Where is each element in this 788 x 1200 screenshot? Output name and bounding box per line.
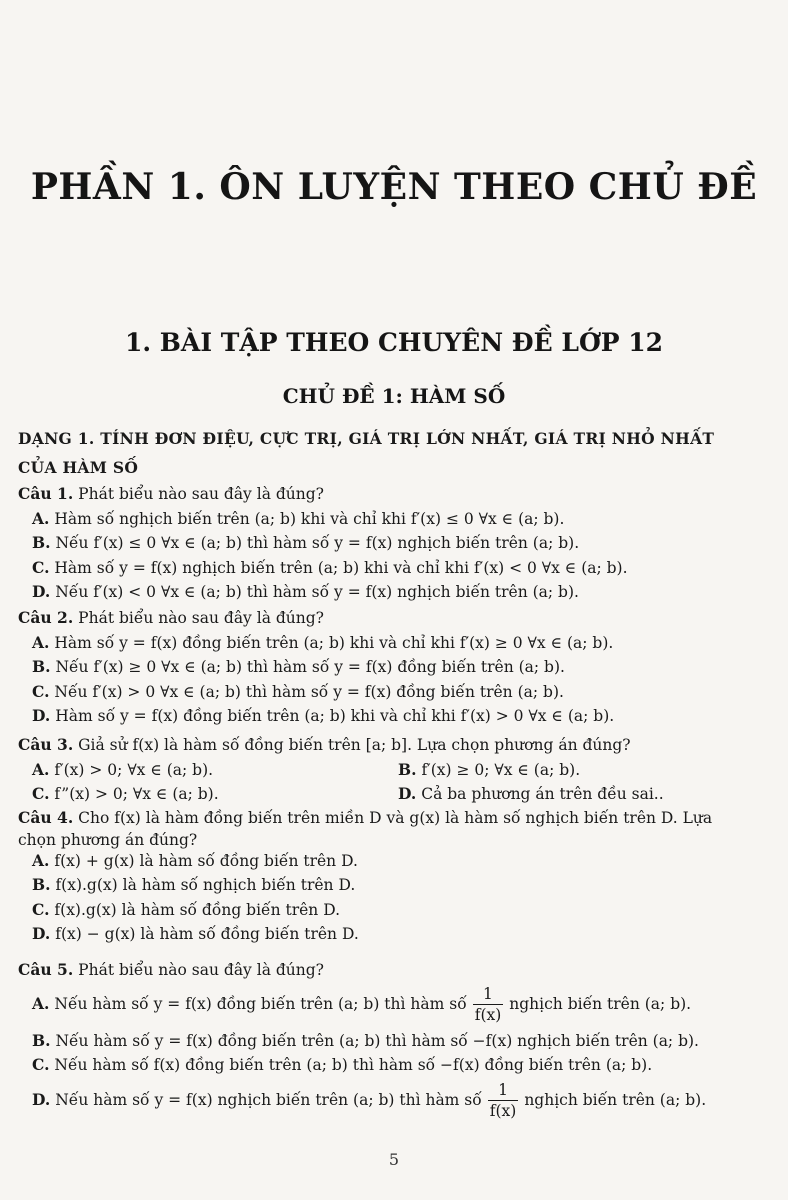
option-b: [18, 655, 770, 680]
option-d: [18, 922, 770, 947]
dang-heading: [18, 424, 770, 482]
question-label: Câu 3.: [18, 735, 74, 754]
option-text: Hàm số y = f(x) nghịch biến trên (a; b) khi và chỉ khi f′(x) < 0 ∀x ∈ (a; b).: [54, 558, 628, 577]
option-label: B.: [32, 533, 51, 552]
option-text: f′(x) ≥ 0; ∀x ∈ (a; b).: [421, 760, 581, 779]
option-text: Nếu f′(x) < 0 ∀x ∈ (a; b) thì hàm số y = f(x) nghịch biến trên (a; b).: [55, 583, 579, 601]
option-text: Hàm số nghịch biến trên (a; b) khi và chỉ khi f′(x) ≤ 0 ∀x ∈ (a; b).: [54, 509, 565, 528]
option-label: B.: [32, 657, 51, 676]
question-3: [18, 733, 770, 807]
option-text-before: Nếu hàm số y = f(x) đồng biến trên (a; b) thì hàm số: [54, 995, 467, 1014]
option-c: [18, 1053, 770, 1078]
section-title: 1. BÀI TẬP THEO CHUYÊN ĐỀ LỚP 12: [124, 328, 664, 357]
option-b: [18, 1029, 770, 1054]
question-5: [18, 958, 770, 1124]
option-label: A.: [32, 994, 50, 1014]
question-label: Câu 5.: [18, 960, 74, 979]
fraction-numerator: 1: [498, 1081, 508, 1099]
question-4: [18, 806, 770, 947]
option-a: [18, 507, 770, 532]
option-label: D.: [32, 706, 51, 725]
fraction: [473, 984, 504, 1025]
fraction-numerator: 1: [483, 985, 493, 1003]
option-text: Cả ba phương án trên đều sai..: [421, 785, 664, 803]
option-label: B.: [398, 759, 417, 779]
option-label: B.: [32, 1030, 51, 1050]
question-2: [18, 606, 770, 729]
fraction: [488, 1080, 519, 1121]
option-label: B.: [32, 875, 51, 894]
option-text: f(x).g(x) là hàm số nghịch biến trên D.: [55, 876, 356, 894]
question-text-continued: chọn phương án đúng?: [18, 830, 198, 849]
option-text: Nếu hàm số y = f(x) đồng biến trên (a; b) thì hàm số −f(x) nghịch biến trên (a; b).: [55, 1031, 699, 1050]
question-1: [18, 482, 770, 605]
option-text: f′(x) > 0; ∀x ∈ (a; b).: [54, 760, 214, 779]
question-label: Câu 1.: [18, 484, 74, 503]
question-stem: [18, 606, 770, 631]
question-label: Câu 4.: [18, 808, 74, 827]
part-title: PHẦN 1. ÔN LUYỆN THEO CHỦ ĐỀ: [30, 166, 758, 208]
option-text: Nếu f′(x) ≥ 0 ∀x ∈ (a; b) thì hàm số y = f(x) đồng biến trên (a; b).: [55, 658, 565, 676]
question-text: Phát biểu nào sau đây là đúng?: [78, 485, 324, 503]
option-b: [398, 758, 758, 783]
option-text-after: nghịch biến trên (a; b).: [524, 1091, 707, 1110]
option-text: f”(x) > 0; ∀x ∈ (a; b).: [54, 785, 219, 803]
question-stem: [18, 958, 770, 983]
option-c: [18, 556, 770, 581]
option-d: [18, 580, 770, 605]
option-c: [18, 898, 770, 923]
option-row: [18, 782, 770, 807]
option-label: C.: [32, 681, 50, 701]
question-label: Câu 2.: [18, 608, 74, 627]
question-text: Phát biểu nào sau đây là đúng?: [78, 609, 324, 627]
option-text: Hàm số y = f(x) đồng biến trên (a; b) khi và chỉ khi f′(x) > 0 ∀x ∈ (a; b).: [55, 707, 615, 725]
question-stem: [18, 806, 770, 831]
option-label: D.: [398, 784, 417, 803]
option-c: [32, 782, 398, 807]
option-d: [18, 704, 770, 729]
option-row: [18, 758, 770, 783]
option-a: [18, 983, 770, 1027]
question-stem: [18, 482, 770, 507]
option-label: C.: [32, 1055, 50, 1074]
option-text: Nếu f′(x) > 0 ∀x ∈ (a; b) thì hàm số y = f(x) đồng biến trên (a; b).: [54, 682, 564, 701]
page-number: 5: [388, 1150, 400, 1169]
option-label: D.: [32, 582, 51, 601]
option-c: [18, 680, 770, 705]
question-text: Giả sử f(x) là hàm số đồng biến trên [a; b]. Lựa chọn phương án đúng?: [78, 736, 631, 754]
option-text-before: Nếu hàm số y = f(x) nghịch biến trên (a; b) thì hàm số: [55, 1091, 482, 1110]
option-text: f(x) − g(x) là hàm số đồng biến trên D.: [55, 925, 359, 943]
option-label: C.: [32, 557, 50, 577]
fraction-denominator: f(x): [474, 1006, 502, 1024]
option-text: f(x) + g(x) là hàm số đồng biến trên D.: [54, 851, 358, 870]
option-text: Hàm số y = f(x) đồng biến trên (a; b) khi và chỉ khi f′(x) ≥ 0 ∀x ∈ (a; b).: [54, 633, 614, 652]
option-text-after: nghịch biến trên (a; b).: [509, 995, 692, 1014]
option-d: [18, 1078, 770, 1124]
option-a: [32, 758, 398, 783]
option-a: [18, 849, 770, 874]
question-text: Cho f(x) là hàm đồng biến trên miền D và g(x) là hàm số nghịch biến trên D. Lựa: [78, 809, 713, 827]
option-label: A.: [32, 850, 50, 870]
option-b: [18, 873, 770, 898]
option-text: Nếu f′(x) ≤ 0 ∀x ∈ (a; b) thì hàm số y = f(x) nghịch biến trên (a; b).: [55, 534, 580, 552]
option-label: C.: [32, 899, 50, 919]
option-text: Nếu hàm số f(x) đồng biến trên (a; b) thì hàm số −f(x) đồng biến trên (a; b).: [54, 1056, 653, 1074]
option-label: D.: [32, 924, 51, 943]
option-text: f(x).g(x) là hàm số đồng biến trên D.: [54, 900, 341, 919]
dang-heading-line1: DẠNG 1. TÍNH ĐƠN ĐIỆU, CỰC TRỊ, GIÁ TRỊ LỚN NHẤT, GIÁ TRỊ NHỎ NHẤT: [18, 429, 715, 448]
option-label: A.: [32, 759, 50, 779]
option-label: D.: [32, 1090, 51, 1110]
question-text: Phát biểu nào sau đây là đúng?: [78, 961, 324, 979]
topic-title: CHỦ ĐỀ 1: HÀM SỐ: [282, 384, 506, 408]
option-label: C.: [32, 784, 50, 803]
question-stem: [18, 733, 770, 758]
option-a: [18, 631, 770, 656]
option-label: A.: [32, 632, 50, 652]
option-b: [18, 531, 770, 556]
fraction-denominator: f(x): [489, 1102, 517, 1120]
option-label: A.: [32, 508, 50, 528]
option-d: [398, 782, 758, 807]
dang-heading-line2: CỦA HÀM SỐ: [18, 458, 139, 477]
